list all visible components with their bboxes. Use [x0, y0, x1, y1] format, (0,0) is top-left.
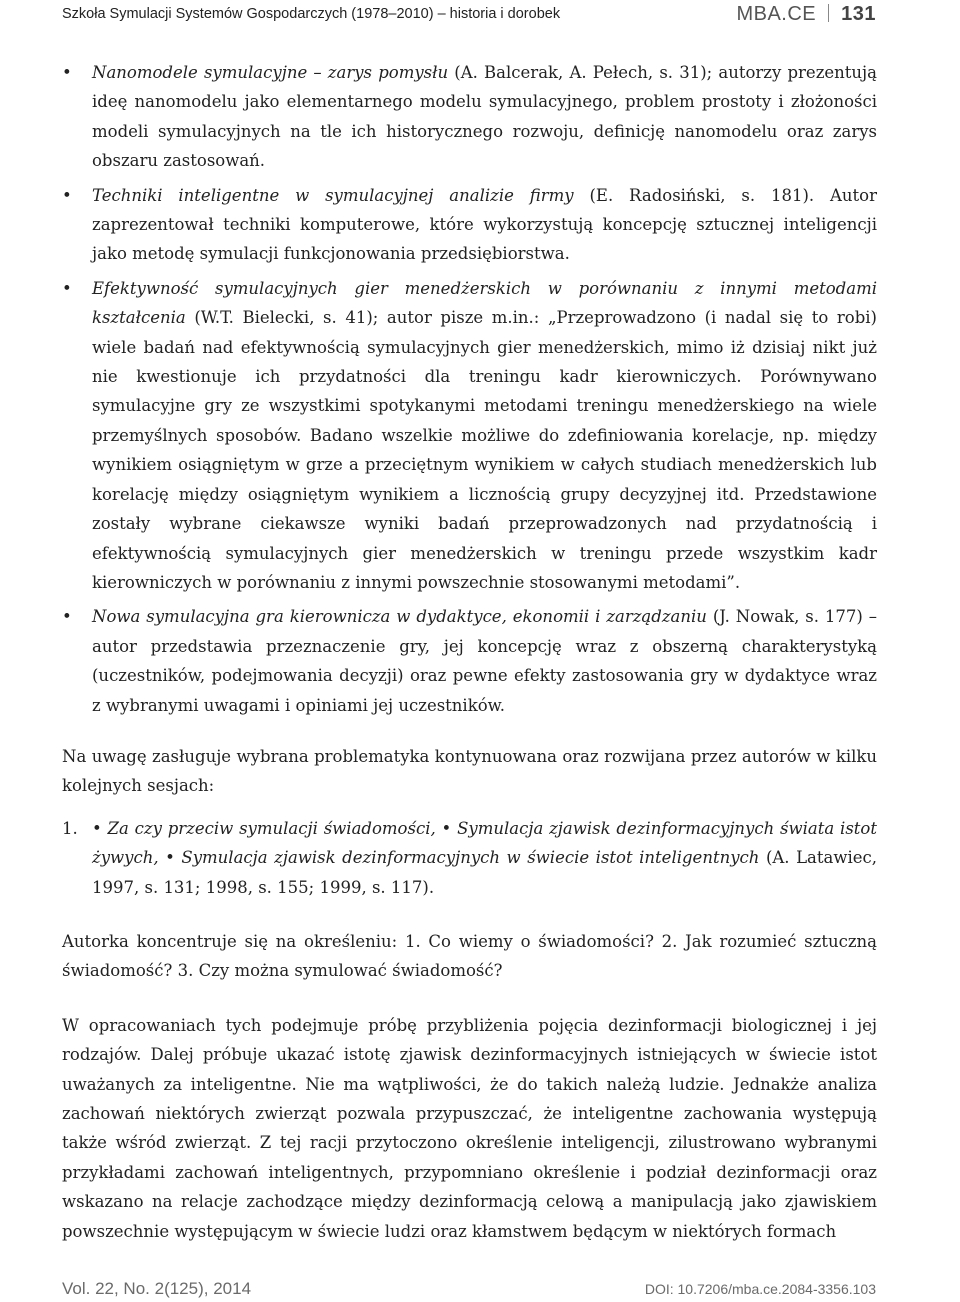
page-header	[62, 0, 876, 28]
doi-link[interactable]: DOI: 10.7206/mba.ce.2084-3356.103	[644, 1281, 876, 1297]
inline-bullet: •	[92, 818, 108, 838]
intro-paragraph: Na uwagę zasługuje wybrana problematyka kontynuowana oraz rozwijana przez autorów w kilku kolejnych sesjach:	[62, 746, 877, 796]
journal-page-indicator	[736, 3, 876, 26]
session-paper-list	[62, 58, 877, 720]
paper-description: (W.T. Bielecki, s. 41); autor pisze m.in.: „Przeprowadzono (i nadal się to robi) wiele badań nad efektywnością symulacyjnych gier menedżerskich, mimo iż dzisiaj nikt już nie kwestionuje ich przydatności dla treningu kadr kierowniczych. Porównywano symulacyjne gry ze wszystkimi spotykanymi metodami treningu menedżerskiego na wiele przemyślnych sposobów. Badano wszelkie możliwe do zdefiniowania korelacje, np. między wynikiem osiągniętym w grze a przeciętnym wynikiem w całych studiach menedżerskich lub korelację między osiągniętym wynikiem a licznością grupy decyzyjnej itd. Przedstawione zostały wybrane ciekawsze wyniki badań przeprowadzonych nad przydatnością i efektywnością symulacyjnych gier menedżerskich w treningu przede wszystkim kadr kierowniczych w porównaniu z innymi powszechnie stosowanymi metodami”.	[92, 308, 877, 592]
paper-title: Efektywność symulacyjnych gier menedżerskich w porównaniu z innymi metodami kształcenia	[92, 278, 877, 328]
journal-name: MBA.CE	[736, 2, 817, 25]
body-paragraph: W opracowaniach tych podejmuje próbę przybliżenia pojęcia dezinformacji biologicznej i jej rodzajów. Dalej próbuje ukazać istotę zjawisk dezinformacyjnych istniejących w świecie istot uważanych za inteligentne. Nie ma wątpliwości, że do takich należą ludzie. Jednakże analiza zachowań niektórych zwierząt pozwala przypuszczać, że inteligentne zachowania występują także wśród zwierząt. Z tej racji przytoczono określenie inteligencji, zilustrowano wybranymi przykładami zachowań inteligentnych, przypomniano określenie i podział dezinformacji oraz wskazano na relacje zachodzące między dezinformacją celową a manipulacją jako zjawiskiem powszechnie występującym w świecie ludzi oraz kłamstwem będącym w niektórych formach	[62, 1015, 877, 1241]
article-body	[62, 58, 877, 1246]
running-title: Szkoła Symulacji Systemów Gospodarczych (1978–2010) – historia i dorobek	[62, 6, 561, 22]
paper-title: Nowa symulacyjna gra kierownicza w dydaktyce, ekonomii i zarządzaniu	[92, 607, 707, 627]
list-item	[62, 58, 877, 176]
body-paragraph: Autorka koncentruje się na określeniu: 1. Co wiemy o świadomości? 2. Jak rozumieć sztuczną świadomość? 3. Czy można symulować świadomość?	[62, 931, 877, 981]
citation: (A. Latawiec, 1997, s. 131; 1998, s. 155; 1999, s. 117).	[92, 848, 877, 897]
paper-description: (A. Balcerak, A. Pełech, s. 31); autorzy prezentują ideę nanomodelu jako elementarnego modelu symulacyjnego, problem prostoty i złożoności modeli symulacyjnych na tle ich historycznego rozwoju, definicję nanomodelu oraz zarys obszaru zastosowań.	[92, 63, 877, 171]
item-body	[92, 814, 877, 902]
page-footer	[62, 1276, 876, 1302]
inline-bullet: •	[435, 818, 458, 838]
paper-description: (E. Radosiński, s. 181). Autor zaprezentował techniki komputerowe, które wykorzystują koncepcję sztucznej inteligencji jako metodę symulacji funkcjonowania przedsiębiorstwa.	[92, 185, 878, 264]
inline-bullet: •	[158, 848, 182, 868]
paper-title: Symulacja zjawisk dezinformacyjnych w świecie istot inteligentnych	[181, 848, 760, 868]
page-number: 131	[841, 2, 876, 25]
list-item	[62, 274, 877, 597]
paper-title: Nanomodele symulacyjne – zarys pomysłu	[92, 63, 449, 82]
list-item	[62, 181, 877, 269]
paper-title: Symulacja zjawisk dezinformacyjnych świata istot żywych,	[92, 818, 877, 868]
volume-info: Vol. 22, No. 2(125), 2014	[62, 1279, 252, 1298]
numbered-item	[62, 814, 877, 902]
paper-description: (J. Nowak, s. 177) – autor przedstawia przeznaczenie gry, jej koncepcję wraz z obszerną charakterystyką (uczestników, podejmowania decyzji) oraz pewne efekty zastosowania gry w dydaktyce wraz z wybranymi uwagami i opiniami jej uczestników.	[92, 607, 878, 715]
paper-title: Za czy przeciw symulacji świadomości,	[107, 818, 436, 838]
list-item	[62, 602, 877, 720]
header-divider	[828, 4, 829, 22]
item-number: 1.	[62, 818, 78, 838]
paper-title: Techniki inteligentne w symulacyjnej analizie firmy	[92, 185, 574, 205]
